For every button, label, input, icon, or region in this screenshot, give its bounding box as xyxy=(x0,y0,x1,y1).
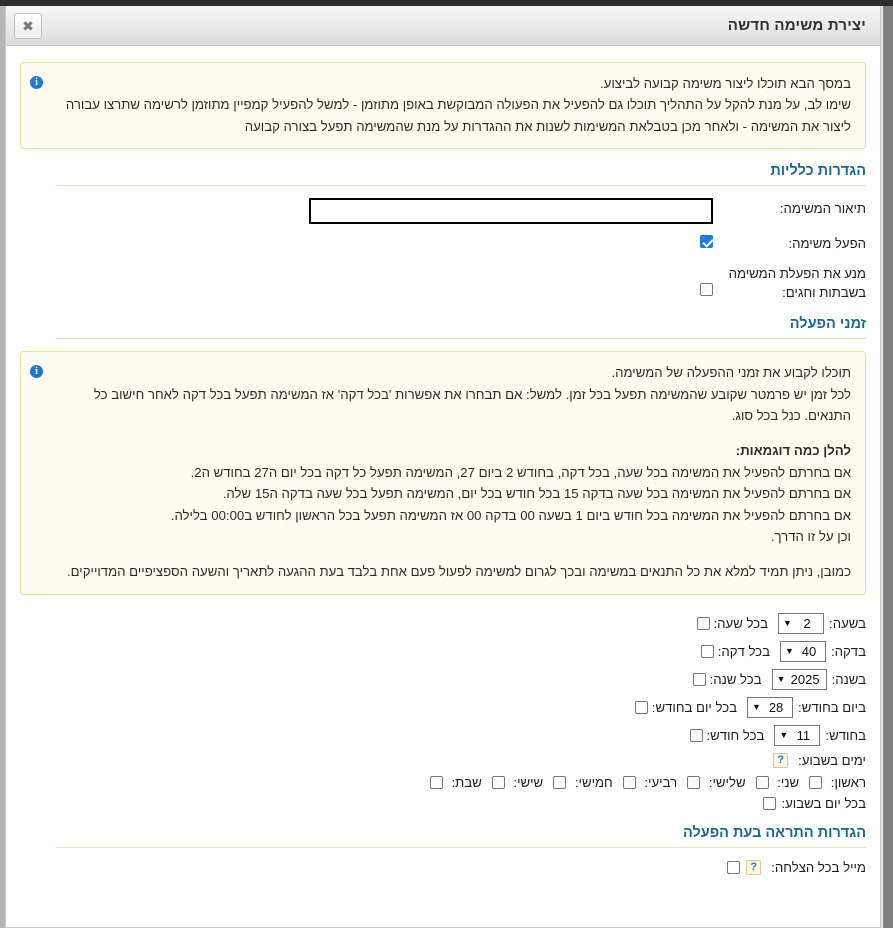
schedule-row-day-of-month xyxy=(20,697,866,718)
enable-task-checkbox[interactable] xyxy=(700,235,713,248)
every-month-checkbox[interactable] xyxy=(690,729,703,742)
every-minute-label: בכל דקה: xyxy=(717,643,770,659)
weekday-sunday xyxy=(809,775,866,790)
example-1: אם בחרתם להפעיל את המשימה בכל שעה, בכל דקה, בחודש 2 ביום 27, המשימה תפעל כל דקה בכל יום ה27 בחודש ה2. xyxy=(190,464,851,480)
schedule-controls xyxy=(20,613,866,811)
hour-select[interactable] xyxy=(778,613,824,634)
alert-settings-heading: הגדרות התראה בעת הפעלה xyxy=(682,824,866,841)
month-select[interactable] xyxy=(774,725,820,746)
task-description-row xyxy=(20,198,866,224)
year-label: בשנה: xyxy=(831,671,866,687)
every-day-of-month-checkbox[interactable] xyxy=(635,701,648,714)
weekday-tuesday-checkbox[interactable] xyxy=(687,776,700,789)
intro-line-2: שימו לב, על מנת להקל על התהליך תוכלו גם להפעיל את הפעולה המבוקשת באופן מתוזמן - למשל להפעיל קמפיין מתוזמן לרשימה שתרצו עבורה ליצור את המשימה - ולאחר מכן בטבלאת המשימות לשנות את ההגדרות על מנת שהמשימה תפעל בצורה קבועה xyxy=(65,97,851,134)
weekday-wednesday xyxy=(623,775,677,790)
chevron-down-icon: ▼ xyxy=(776,674,786,685)
every-hour-checkbox[interactable] xyxy=(697,617,710,630)
every-weekday-checkbox[interactable] xyxy=(763,797,776,810)
weekday-friday xyxy=(492,775,543,790)
year-select[interactable] xyxy=(772,669,827,690)
close-icon[interactable]: ✖ xyxy=(14,13,42,39)
info-icon: i xyxy=(30,365,43,378)
enable-task-label: הפעל משימה: xyxy=(788,236,866,252)
weekday-thursday-label: חמישי: xyxy=(574,774,613,790)
weekday-monday xyxy=(756,775,800,790)
weekday-thursday xyxy=(553,775,613,790)
new-task-dialog xyxy=(5,6,881,928)
enable-task-row xyxy=(20,233,866,254)
alert-mail-success-row xyxy=(20,860,866,875)
help-icon[interactable]: ? xyxy=(773,753,788,768)
weekday-thursday-checkbox[interactable] xyxy=(553,776,566,789)
alert-settings-divider xyxy=(56,847,866,848)
dialog-titlebar xyxy=(6,6,880,46)
example-2: אם בחרתם להפעיל את המשימה בכל שעה בדקה 15 בכל חודש בכל יום, המשימה תפעל בכל שעה בדקה ה15 שלה. xyxy=(222,486,851,502)
general-settings-divider xyxy=(56,185,866,186)
weekday-sunday-label: ראשון: xyxy=(830,774,866,790)
weekday-saturday-checkbox[interactable] xyxy=(430,776,443,789)
weekday-friday-checkbox[interactable] xyxy=(492,776,505,789)
weekday-saturday xyxy=(430,775,482,790)
examples-title: להלן כמה דוגמאות: xyxy=(735,443,851,459)
weekday-wednesday-label: רביעי: xyxy=(644,774,678,790)
weekday-saturday-label: שבת: xyxy=(451,774,482,790)
dialog-body xyxy=(6,46,880,926)
every-year-checkbox[interactable] xyxy=(693,673,706,686)
weekday-friday-label: שישי: xyxy=(513,774,544,790)
intro-line-1: במסך הבא תוכלו ליצור משימה קבועה לביצוע. xyxy=(600,76,851,91)
closing-note: כמובן, ניתן תמיד למלא את כל התנאים במשימה ובכך לגרום למשימה לפעול פעם אחת בלבד בעת ההגעה לתאריך והשעה הספציפיים המדוייקים. xyxy=(66,564,851,580)
weekdays-checkbox-row xyxy=(20,775,866,790)
activation-times-heading: זמני הפעלה xyxy=(789,316,866,333)
weekday-sunday-checkbox[interactable] xyxy=(809,776,822,789)
block-sabbath-row xyxy=(20,263,866,302)
activation-info-line-1: תוכלו לקבוע את זמני ההפעלה של המשימה. xyxy=(611,365,851,381)
page-scrollbar[interactable] xyxy=(881,6,893,928)
info-icon: i xyxy=(30,76,43,89)
alert-settings-first-row-clipped xyxy=(20,860,866,880)
minute-label: בדקה: xyxy=(831,643,866,659)
day-of-month-select[interactable] xyxy=(747,697,793,718)
schedule-row-hour xyxy=(20,613,866,634)
task-description-label: תיאור המשימה: xyxy=(779,201,866,217)
weekday-wednesday-checkbox[interactable] xyxy=(623,776,636,789)
every-minute-checkbox[interactable] xyxy=(701,645,714,658)
schedule-row-month xyxy=(20,725,866,746)
example-4: וכן על זו הדרך. xyxy=(770,528,851,544)
alert-mail-success-label: מייל בכל הצלחה: xyxy=(771,859,866,875)
every-month-label: בכל חודש: xyxy=(706,727,765,743)
chevron-down-icon: ▼ xyxy=(779,730,789,741)
every-day-of-month-label: בכל יום בחודש: xyxy=(651,699,738,715)
example-3: אם בחרתם להפעיל את המשימה בכל חודש ביום 1 בשעה 00 בדקה 00 אז המשימה תפעל בכל הראשון לחודש ב00:00 בלילה. xyxy=(170,507,851,523)
day-of-month-label: ביום בחודש: xyxy=(798,699,866,715)
hour-label: בשעה: xyxy=(829,615,866,631)
minute-select[interactable] xyxy=(780,641,826,662)
general-settings-heading: הגדרות כלליות xyxy=(770,163,866,180)
block-sabbath-label: מנע את הפעלת המשימה בשבתות וחגים: xyxy=(728,265,866,300)
weekdays-label: ימים בשבוע: xyxy=(798,752,866,768)
task-description-input[interactable] xyxy=(309,198,713,224)
activation-times-info-box xyxy=(20,351,866,594)
chevron-down-icon: ▼ xyxy=(785,646,794,657)
intro-info-box xyxy=(20,62,866,149)
chevron-down-icon: ▼ xyxy=(783,618,792,629)
every-weekday-row xyxy=(20,796,866,811)
chevron-down-icon: ▼ xyxy=(752,702,761,713)
every-year-label: בכל שנה: xyxy=(709,671,762,687)
month-label: בחודש: xyxy=(825,727,866,743)
weekday-monday-checkbox[interactable] xyxy=(756,776,769,789)
help-icon[interactable]: ? xyxy=(746,860,761,875)
every-weekday-label: בכל יום בשבוע: xyxy=(781,795,866,811)
schedule-row-minute xyxy=(20,641,866,662)
every-hour-label: בכל שעה: xyxy=(713,615,769,631)
scrollbar-thumb[interactable] xyxy=(883,6,893,928)
block-sabbath-checkbox[interactable] xyxy=(700,283,713,296)
weekdays-header-row xyxy=(20,753,866,768)
activation-times-divider xyxy=(56,338,866,339)
weekday-tuesday xyxy=(687,775,745,790)
dialog-title: יצירת משימה חדשה xyxy=(727,17,866,34)
weekday-monday-label: שני: xyxy=(777,774,800,790)
weekday-tuesday-label: שלישי: xyxy=(708,774,746,790)
schedule-row-year xyxy=(20,669,866,690)
activation-info-line-2: לכל זמן יש פרמטר שקובע שהמשימה תפעל בכל זמן. למשל: אם תבחרו את אפשרות 'בכל דקה' אז המשימה תפעל בכל דקה לאחר חישוב כל התנאים. כנל בכל סוג. xyxy=(93,386,851,424)
alert-mail-success-checkbox[interactable] xyxy=(727,861,740,874)
